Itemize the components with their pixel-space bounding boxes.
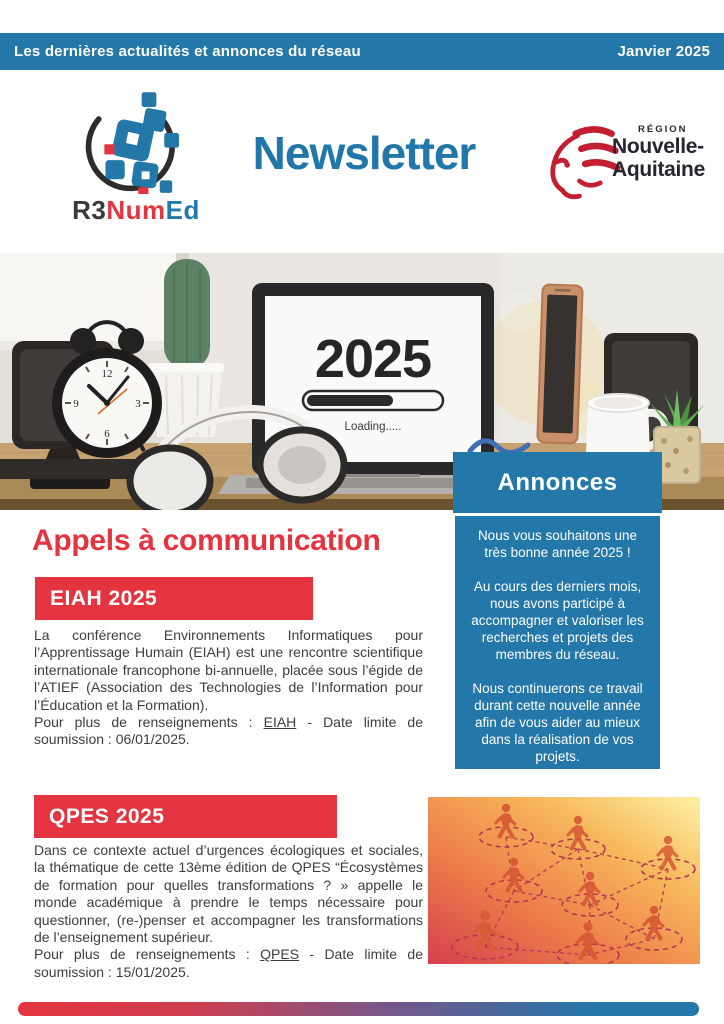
article-qpes-more (34, 946, 423, 981)
annonces-title: Annonces (497, 468, 618, 496)
wordmark-r3: R3 (72, 195, 107, 225)
article-qpes-body (34, 842, 423, 981)
clock-number-6: 6 (104, 428, 110, 440)
article-eiah-title: EIAH 2025 (50, 586, 158, 610)
region-logo (536, 118, 721, 208)
eiah-link[interactable]: EIAH (263, 714, 297, 731)
annonces-paragraph-1: Nous vous souhaitons une très bonne année 2025 ! (477, 528, 638, 560)
region-lion-icon (536, 118, 621, 208)
eiah-more-prefix: Pour plus de renseignements : (34, 714, 264, 731)
network-illustration (428, 797, 700, 964)
qpes-link[interactable]: QPES (260, 946, 300, 963)
article-eiah-body (34, 627, 423, 749)
article-eiah-text: La conférence Environnements Informatiques pour l’Apprentissage Humain (EIAH) est une rencontre scientifique internationale francophone bi-annuelle, placée sous l’égide de l’ATIEF (Association des Technologies de l’Information pour l’Éducation et la Formation). (34, 627, 423, 713)
r3numed-logo (54, 90, 218, 226)
r3numed-logo-icon (70, 90, 202, 194)
qpes-more-suffix: - Date limite de soumission : 15/01/2025. (34, 946, 423, 980)
region-name-line1: Nouvelle- (612, 135, 704, 158)
wordmark-ed: Ed (165, 195, 200, 225)
page-title: Newsletter (252, 127, 476, 179)
clock-number-3: 3 (135, 398, 141, 410)
phone (537, 284, 582, 443)
article-qpes-text: Dans ce contexte actuel d’urgences écologiques et sociales, la thématique de cette 13ème édition de QPES “Écosystèmes de formation pour quelles transformations ? » appelle le monde académique à prendre le temps nécessaire pour questionner, (re-)penser et accompagner les transformations de l’enseignement supérieur. (34, 842, 423, 946)
article-qpes-header (34, 795, 337, 838)
region-name-line2: Aquitaine (612, 158, 705, 181)
region-label: RÉGION (638, 124, 688, 135)
article-eiah-header (35, 577, 313, 620)
loading-bar-fill (307, 395, 393, 406)
article-eiah-more (34, 714, 423, 749)
article-qpes-title: QPES 2025 (49, 804, 165, 828)
eiah-more-suffix: - Date limite de soumission : 06/01/2025. (34, 714, 423, 748)
banner-date: Janvier 2025 (617, 43, 710, 60)
annonces-paragraph-3: Nous continuerons ce travail durant cette nouvelle année afin de vous aider au mieux dans la réalisation de vos projets. (472, 681, 643, 764)
clock-number-12: 12 (101, 368, 113, 380)
clock-number-9: 9 (73, 398, 79, 410)
annonces-panel (455, 516, 660, 769)
annonces-paragraph-2: Au cours des derniers mois, nous avons participé à accompagner et valoriser les recherches et projets des membres du réseau. (471, 579, 644, 662)
top-banner (0, 33, 724, 70)
footer-gradient-bar (18, 1002, 699, 1016)
laptop-year: 2025 (314, 329, 432, 389)
r3numed-wordmark (54, 195, 218, 226)
region-text (612, 124, 705, 181)
section-title: Appels à communication (32, 524, 381, 557)
qpes-more-prefix: Pour plus de renseignements : (34, 946, 261, 963)
annonces-header (453, 452, 662, 513)
wordmark-num: Num (106, 195, 166, 225)
loading-label: Loading..... (344, 421, 402, 433)
banner-tagline: Les dernières actualités et annonces du réseau (14, 43, 361, 60)
